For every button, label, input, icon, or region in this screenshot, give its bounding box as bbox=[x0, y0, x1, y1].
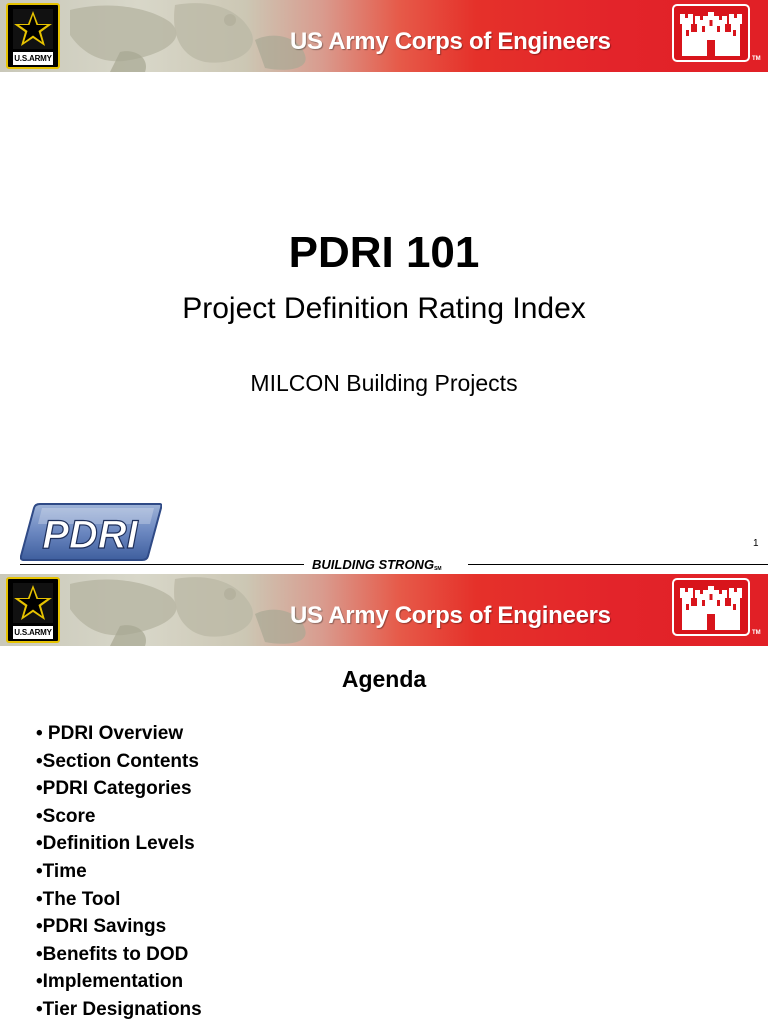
footer-building-strong: BUILDING STRONGSM bbox=[312, 557, 442, 572]
corps-castle-logo bbox=[672, 578, 750, 636]
us-army-logo bbox=[6, 3, 60, 69]
trademark-mark: TM bbox=[752, 56, 761, 62]
pdri-logo-text: PDRI bbox=[42, 513, 138, 557]
slide-2 bbox=[0, 574, 768, 1024]
trademark-mark: TM bbox=[752, 630, 761, 636]
castle-icon bbox=[680, 584, 742, 632]
footer-rule-right bbox=[468, 564, 768, 565]
agenda-heading: Agenda bbox=[341, 666, 427, 692]
slide-title: PDRI 101 bbox=[288, 228, 480, 277]
list-item: •Benefits to DOD bbox=[36, 943, 189, 965]
list-item: •PDRI Savings bbox=[36, 916, 167, 938]
footer-rule-left bbox=[20, 564, 304, 565]
list-item: •Definition Levels bbox=[36, 833, 195, 855]
list-item: •PDRI Categories bbox=[36, 778, 192, 800]
list-item: •Implementation bbox=[36, 971, 184, 993]
list-item: •Score bbox=[36, 805, 96, 827]
slide-subtitle: Project Definition Rating Index bbox=[182, 292, 586, 325]
list-item: •Tier Designations bbox=[36, 998, 202, 1020]
army-star-icon bbox=[8, 5, 58, 55]
army-star-icon bbox=[8, 579, 58, 629]
list-item: •Section Contents bbox=[36, 750, 199, 772]
us-army-label: U.S.ARMY bbox=[14, 628, 52, 637]
castle-icon bbox=[680, 10, 742, 58]
banner-title: US Army Corps of Engineers bbox=[290, 602, 611, 629]
list-item: • PDRI Overview bbox=[36, 723, 184, 744]
list-item: •Time bbox=[36, 860, 87, 882]
corps-castle-logo bbox=[672, 4, 750, 62]
slide-subtitle-2: MILCON Building Projects bbox=[250, 370, 518, 396]
us-army-logo bbox=[6, 577, 60, 643]
page-number: 1 bbox=[753, 538, 759, 549]
us-army-label: U.S.ARMY bbox=[14, 54, 52, 63]
header-banner bbox=[0, 574, 768, 646]
banner-title: US Army Corps of Engineers bbox=[290, 28, 611, 55]
list-item: •The Tool bbox=[36, 888, 121, 910]
header-banner bbox=[0, 0, 768, 72]
agenda-list bbox=[36, 720, 202, 1024]
pdri-logo bbox=[20, 502, 162, 562]
